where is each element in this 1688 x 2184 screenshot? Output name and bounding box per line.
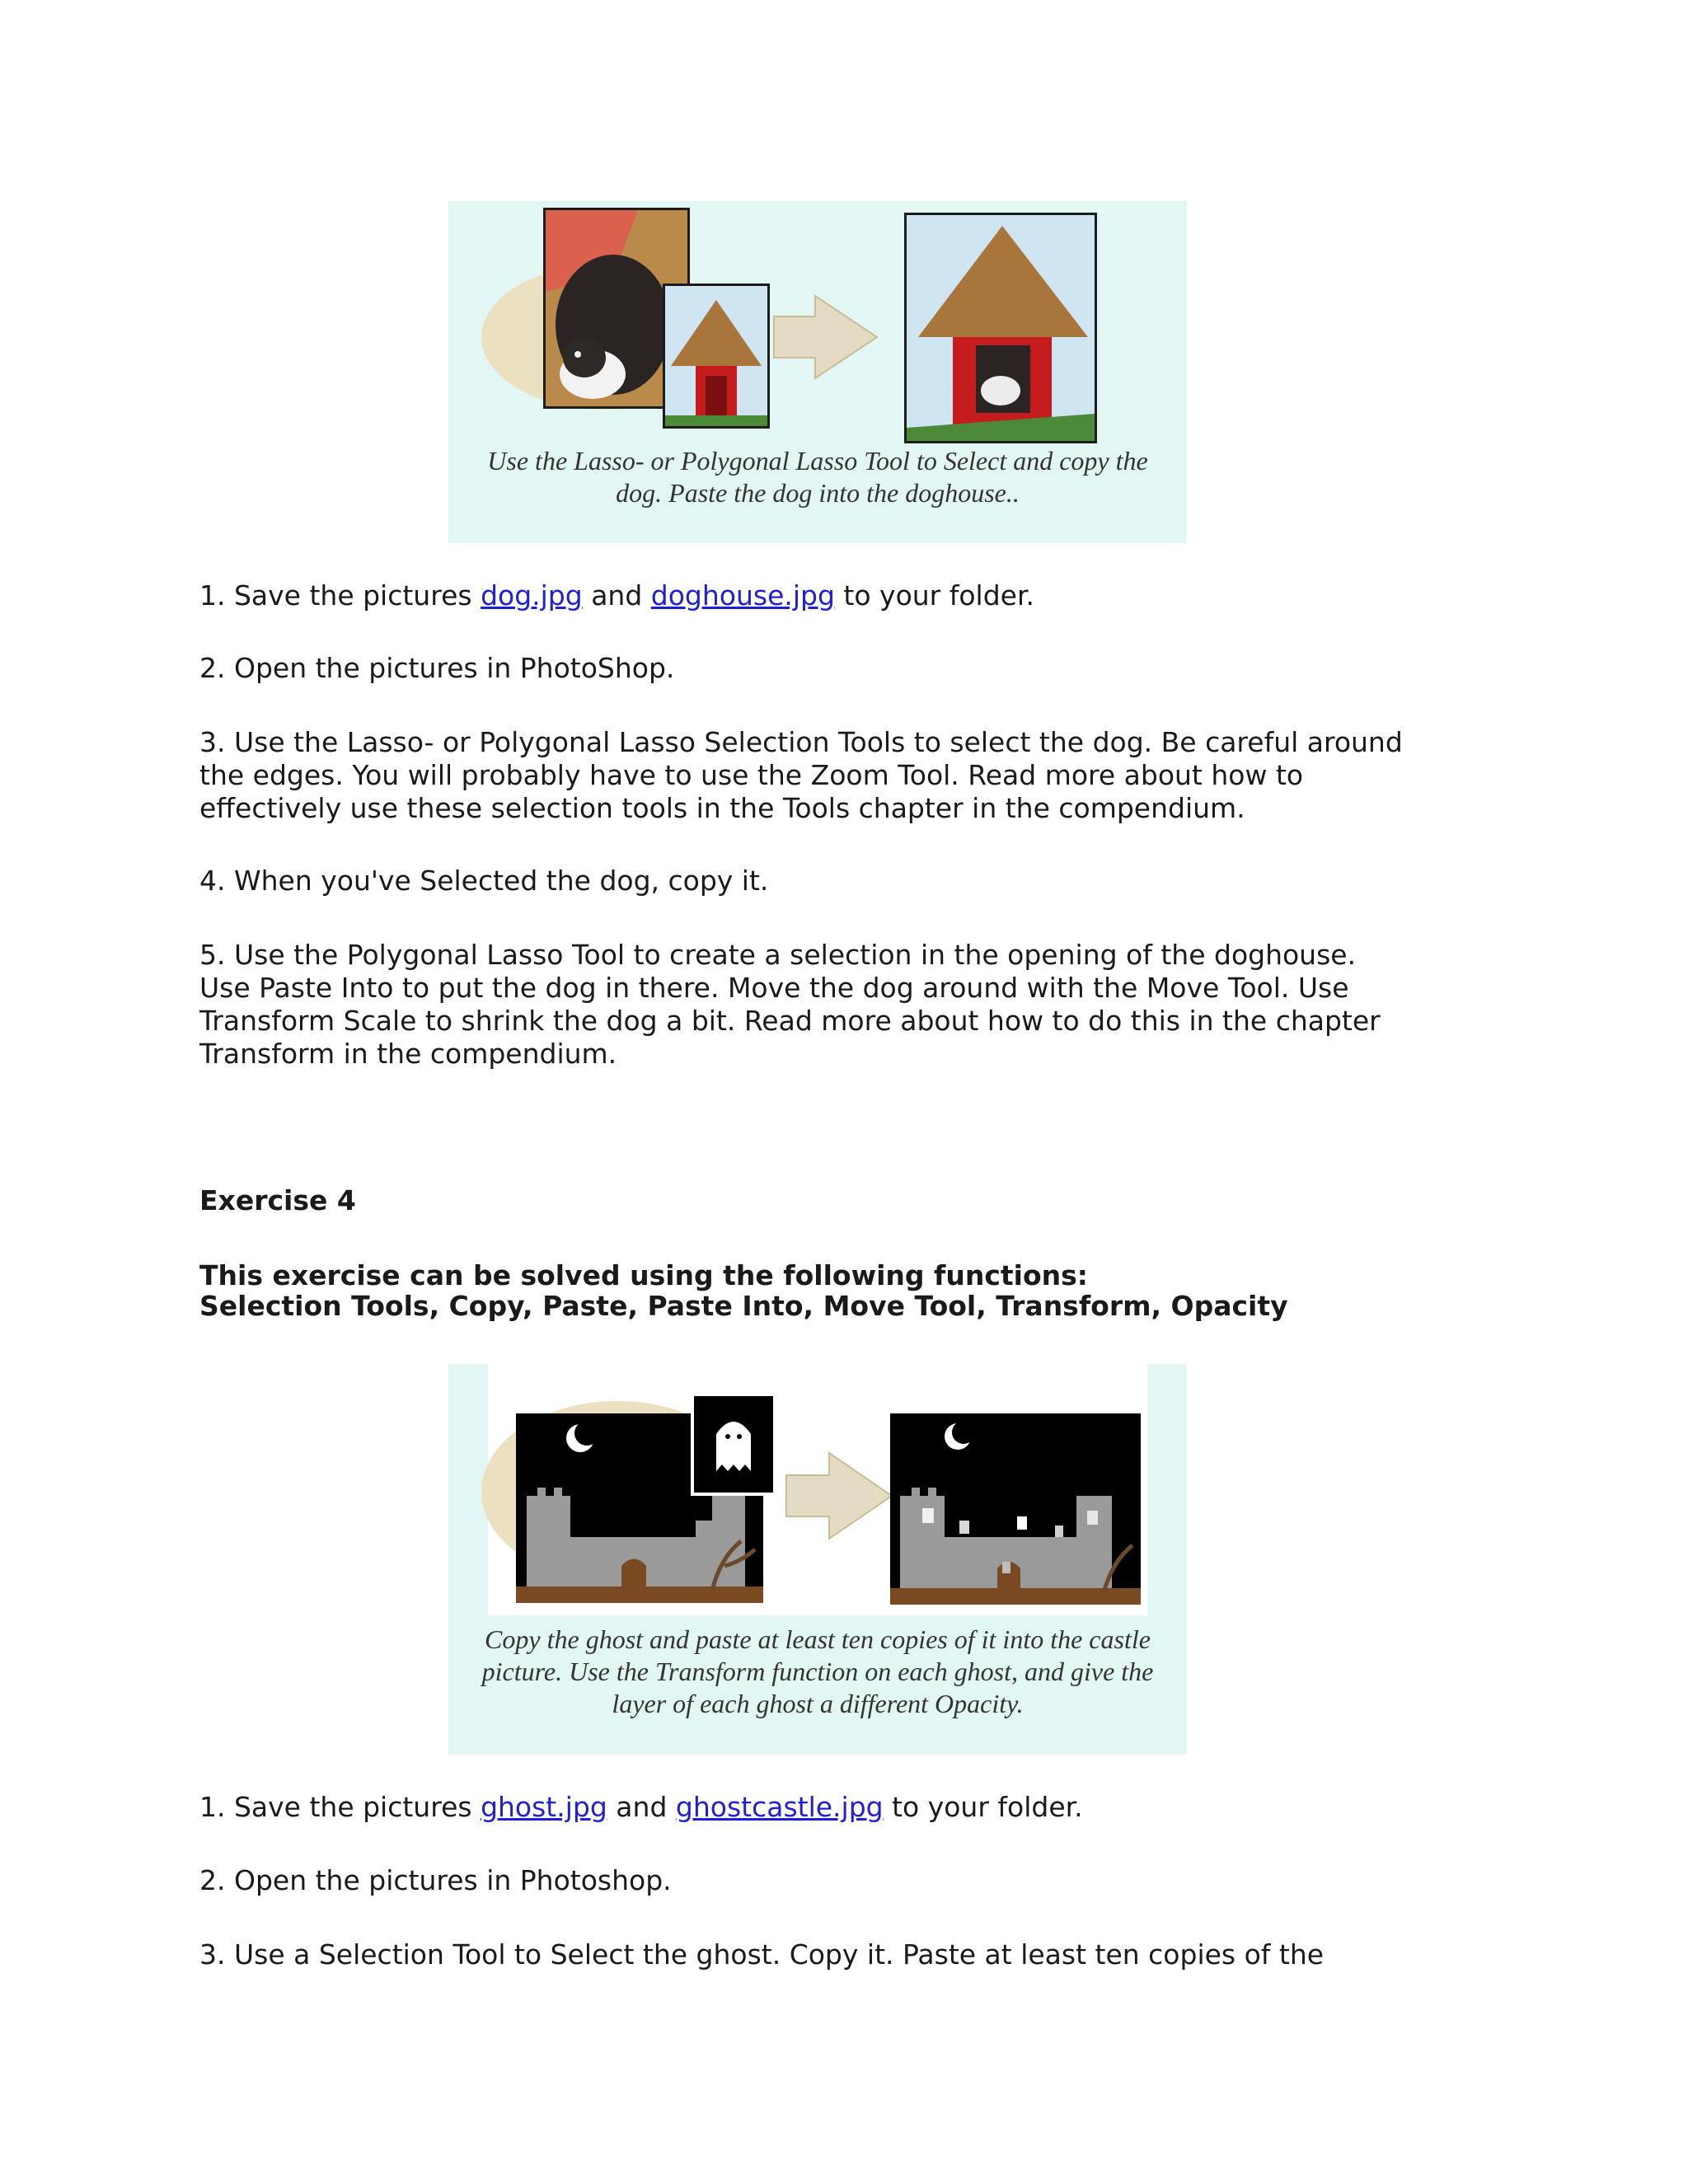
- step-2-open-pictures: 2. Open the pictures in PhotoShop.: [199, 652, 675, 684]
- figure1-caption: Use the Lasso- or Polygonal Lasso Tool to Select and copy the dog. Paste the dog into the doghouse..: [487, 446, 1148, 508]
- step-1-save-ghost-pictures: 1. Save the pictures ghost.jpg and ghostcastle.jpg to your folder.: [199, 1791, 1083, 1823]
- doghouse-jpg-link[interactable]: doghouse.jpg: [650, 579, 835, 612]
- right-arrow-icon: [774, 296, 877, 378]
- ghost-jpg-link[interactable]: ghost.jpg: [481, 1791, 607, 1823]
- step-4-copy-dog: 4. When you've Selected the dog, copy it.: [199, 865, 769, 897]
- result-castle-picture: [890, 1413, 1141, 1605]
- ghost-icon: [716, 1422, 751, 1471]
- ghost-castle-illustration: [448, 1364, 1187, 1619]
- step-3-select-ghost: 3. Use a Selection Tool to Select the ghost. Copy it. Paste at least ten copies of the: [199, 1938, 1325, 1971]
- step-5-paste-into-doghouse: 5. Use the Polygonal Lasso Tool to create a selection in the opening of the doghouse. Use Paste Into to put the dog in there. Move the dog around with the Move Tool. Use Transform Scale to shrink the dog a bit. Read more about how to do this in the chapter Transform in the compendium.: [199, 939, 1381, 1070]
- exercise-4-title: Exercise 4: [199, 1184, 356, 1216]
- dog-doghouse-illustration: [448, 201, 1187, 448]
- ghostcastle-jpg-link[interactable]: ghostcastle.jpg: [675, 1791, 884, 1823]
- figure-dog-doghouse: [448, 201, 1187, 543]
- ghost-picture: [691, 1393, 776, 1496]
- result-doghouse-picture: [904, 213, 1097, 443]
- small-doghouse-picture: [663, 284, 770, 429]
- figure2-caption: Copy the ghost and paste at least ten copies of it into the castle picture. Use the Transform function on each ghost, and give the layer of each ghost a different Opacity.: [481, 1624, 1154, 1718]
- exercise-4-functions: This exercise can be solved using the following functions: Selection Tools, Copy, Paste, Paste Into, Move Tool, Transform, Opacity: [199, 1259, 1288, 1322]
- figure-ghost-castle: [448, 1364, 1187, 1755]
- step-1-save-pictures: 1. Save the pictures dog.jpg and doghouse.jpg to your folder.: [199, 579, 1034, 612]
- dog-jpg-link[interactable]: dog.jpg: [481, 579, 583, 612]
- step-3-select-dog: 3. Use the Lasso- or Polygonal Lasso Selection Tools to select the dog. Be careful around the edges. You will probably have to use the Zoom Tool. Read more about how to effectively use these selection tools in the Tools chapter in the compendium.: [199, 726, 1403, 824]
- step-2-open-ghost-pictures: 2. Open the pictures in Photoshop.: [199, 1864, 672, 1896]
